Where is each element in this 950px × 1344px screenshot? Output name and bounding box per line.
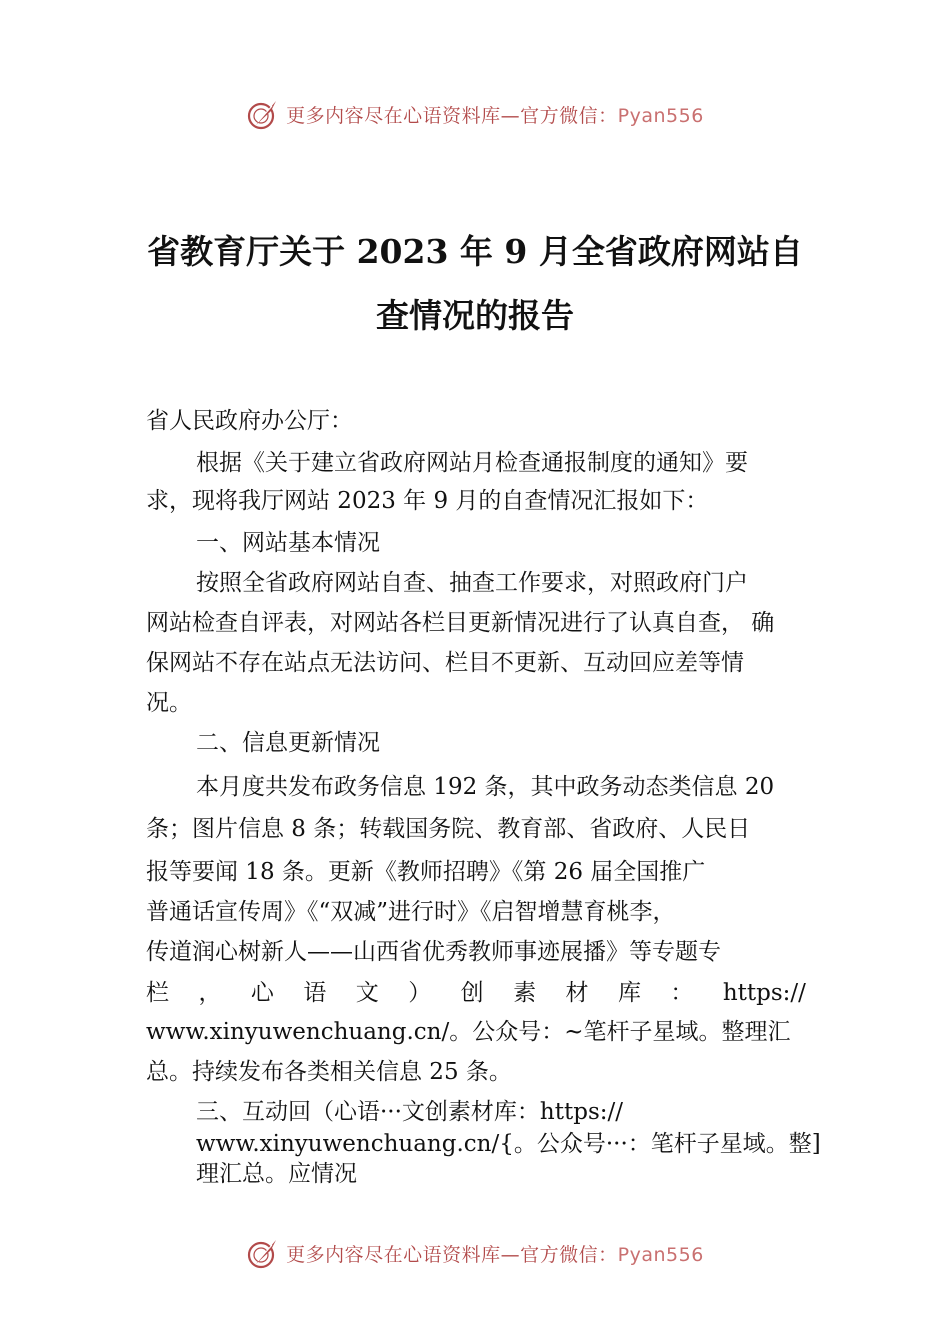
- spaced-char: 创: [460, 980, 484, 1006]
- spaced-char: 栏: [146, 980, 169, 1006]
- spaced-char: 库: [617, 980, 641, 1006]
- header-banner-text: 更多内容尽在心语资料库—官方微信：Pyan556: [286, 104, 704, 127]
- paragraph-line: 根据《关于建立省政府网站月检查通报制度的通知》要: [196, 450, 748, 476]
- quill-logo-icon: [246, 97, 280, 131]
- footer-banner: [0, 1233, 950, 1273]
- paragraph-line: 保网站不存在站点无法访问、栏目不更新、互动回应差等情: [146, 650, 744, 676]
- paragraph-line: 条；图片信息 8 条；转载国务院、教育部、省政府、人民日: [146, 816, 751, 842]
- paragraph-line: www.xinyuwenchuang.cn/{。公众号···：笔杆子星域。整]: [196, 1131, 821, 1157]
- footer-wechat-id: Pyan556: [617, 1243, 704, 1266]
- spaced-char: 心: [250, 980, 274, 1006]
- paragraph-line: 网站检查自评表，对网站各栏目更新情况进行了认真自查， 确: [146, 610, 775, 636]
- spaced-char: 文: [355, 980, 379, 1006]
- salutation: 省人民政府办公厅：: [146, 408, 353, 434]
- section-heading-3: 三、互动回（心语···文创素材库：https://: [196, 1099, 624, 1125]
- section-heading-2: 二、信息更新情况: [196, 730, 380, 756]
- spaced-char: 素: [513, 980, 537, 1006]
- justified-line: [146, 978, 806, 1008]
- paragraph-line: 普通话宣传周》《“双减”进行时》《启智增慧育桃李，: [146, 899, 676, 925]
- spaced-char: 材: [565, 980, 589, 1006]
- header-wechat-id: Pyan556: [617, 104, 704, 127]
- paragraph-line: 按照全省政府网站自查、抽查工作要求，对照政府门户: [196, 570, 748, 596]
- spaced-char: ：: [670, 980, 694, 1006]
- paragraph-line: 本月度共发布政务信息 192 条，其中政务动态类信息 20: [196, 774, 775, 800]
- quill-logo-icon: [246, 1236, 280, 1270]
- paragraph-line: 况。: [146, 690, 192, 716]
- spaced-char: 语: [303, 980, 327, 1006]
- paragraph-line: 报等要闻 18 条。更新《教师招聘》《第 26 届全国推广: [146, 859, 706, 885]
- paragraph-line: 求，现将我厅网站 2023 年 9 月的自查情况汇报如下：: [146, 488, 709, 514]
- section-heading-1: 一、网站基本情况: [196, 530, 380, 556]
- paragraph-line: 总。持续发布各类相关信息 25 条。: [146, 1059, 512, 1085]
- paragraph-line: 传道润心树新人——山西省优秀教师事迹展播》等专题专: [146, 939, 721, 965]
- document-title-line-2: 查情况的报告: [376, 296, 574, 335]
- spaced-char: ，: [198, 980, 222, 1006]
- footer-banner-text: 更多内容尽在心语资料库—官方微信：Pyan556: [286, 1243, 704, 1266]
- url-fragment: https://: [722, 980, 806, 1006]
- header-banner: [0, 94, 950, 134]
- document-title-line-1: 省教育厅关于 2023 年 9 月全省政府网站自: [147, 232, 803, 271]
- spaced-char: ）: [408, 980, 432, 1006]
- paragraph-line: www.xinyuwenchuang.cn/。公众号：~笔杆子星域。整理汇: [146, 1019, 791, 1045]
- paragraph-line: 理汇总。应情况: [196, 1161, 357, 1187]
